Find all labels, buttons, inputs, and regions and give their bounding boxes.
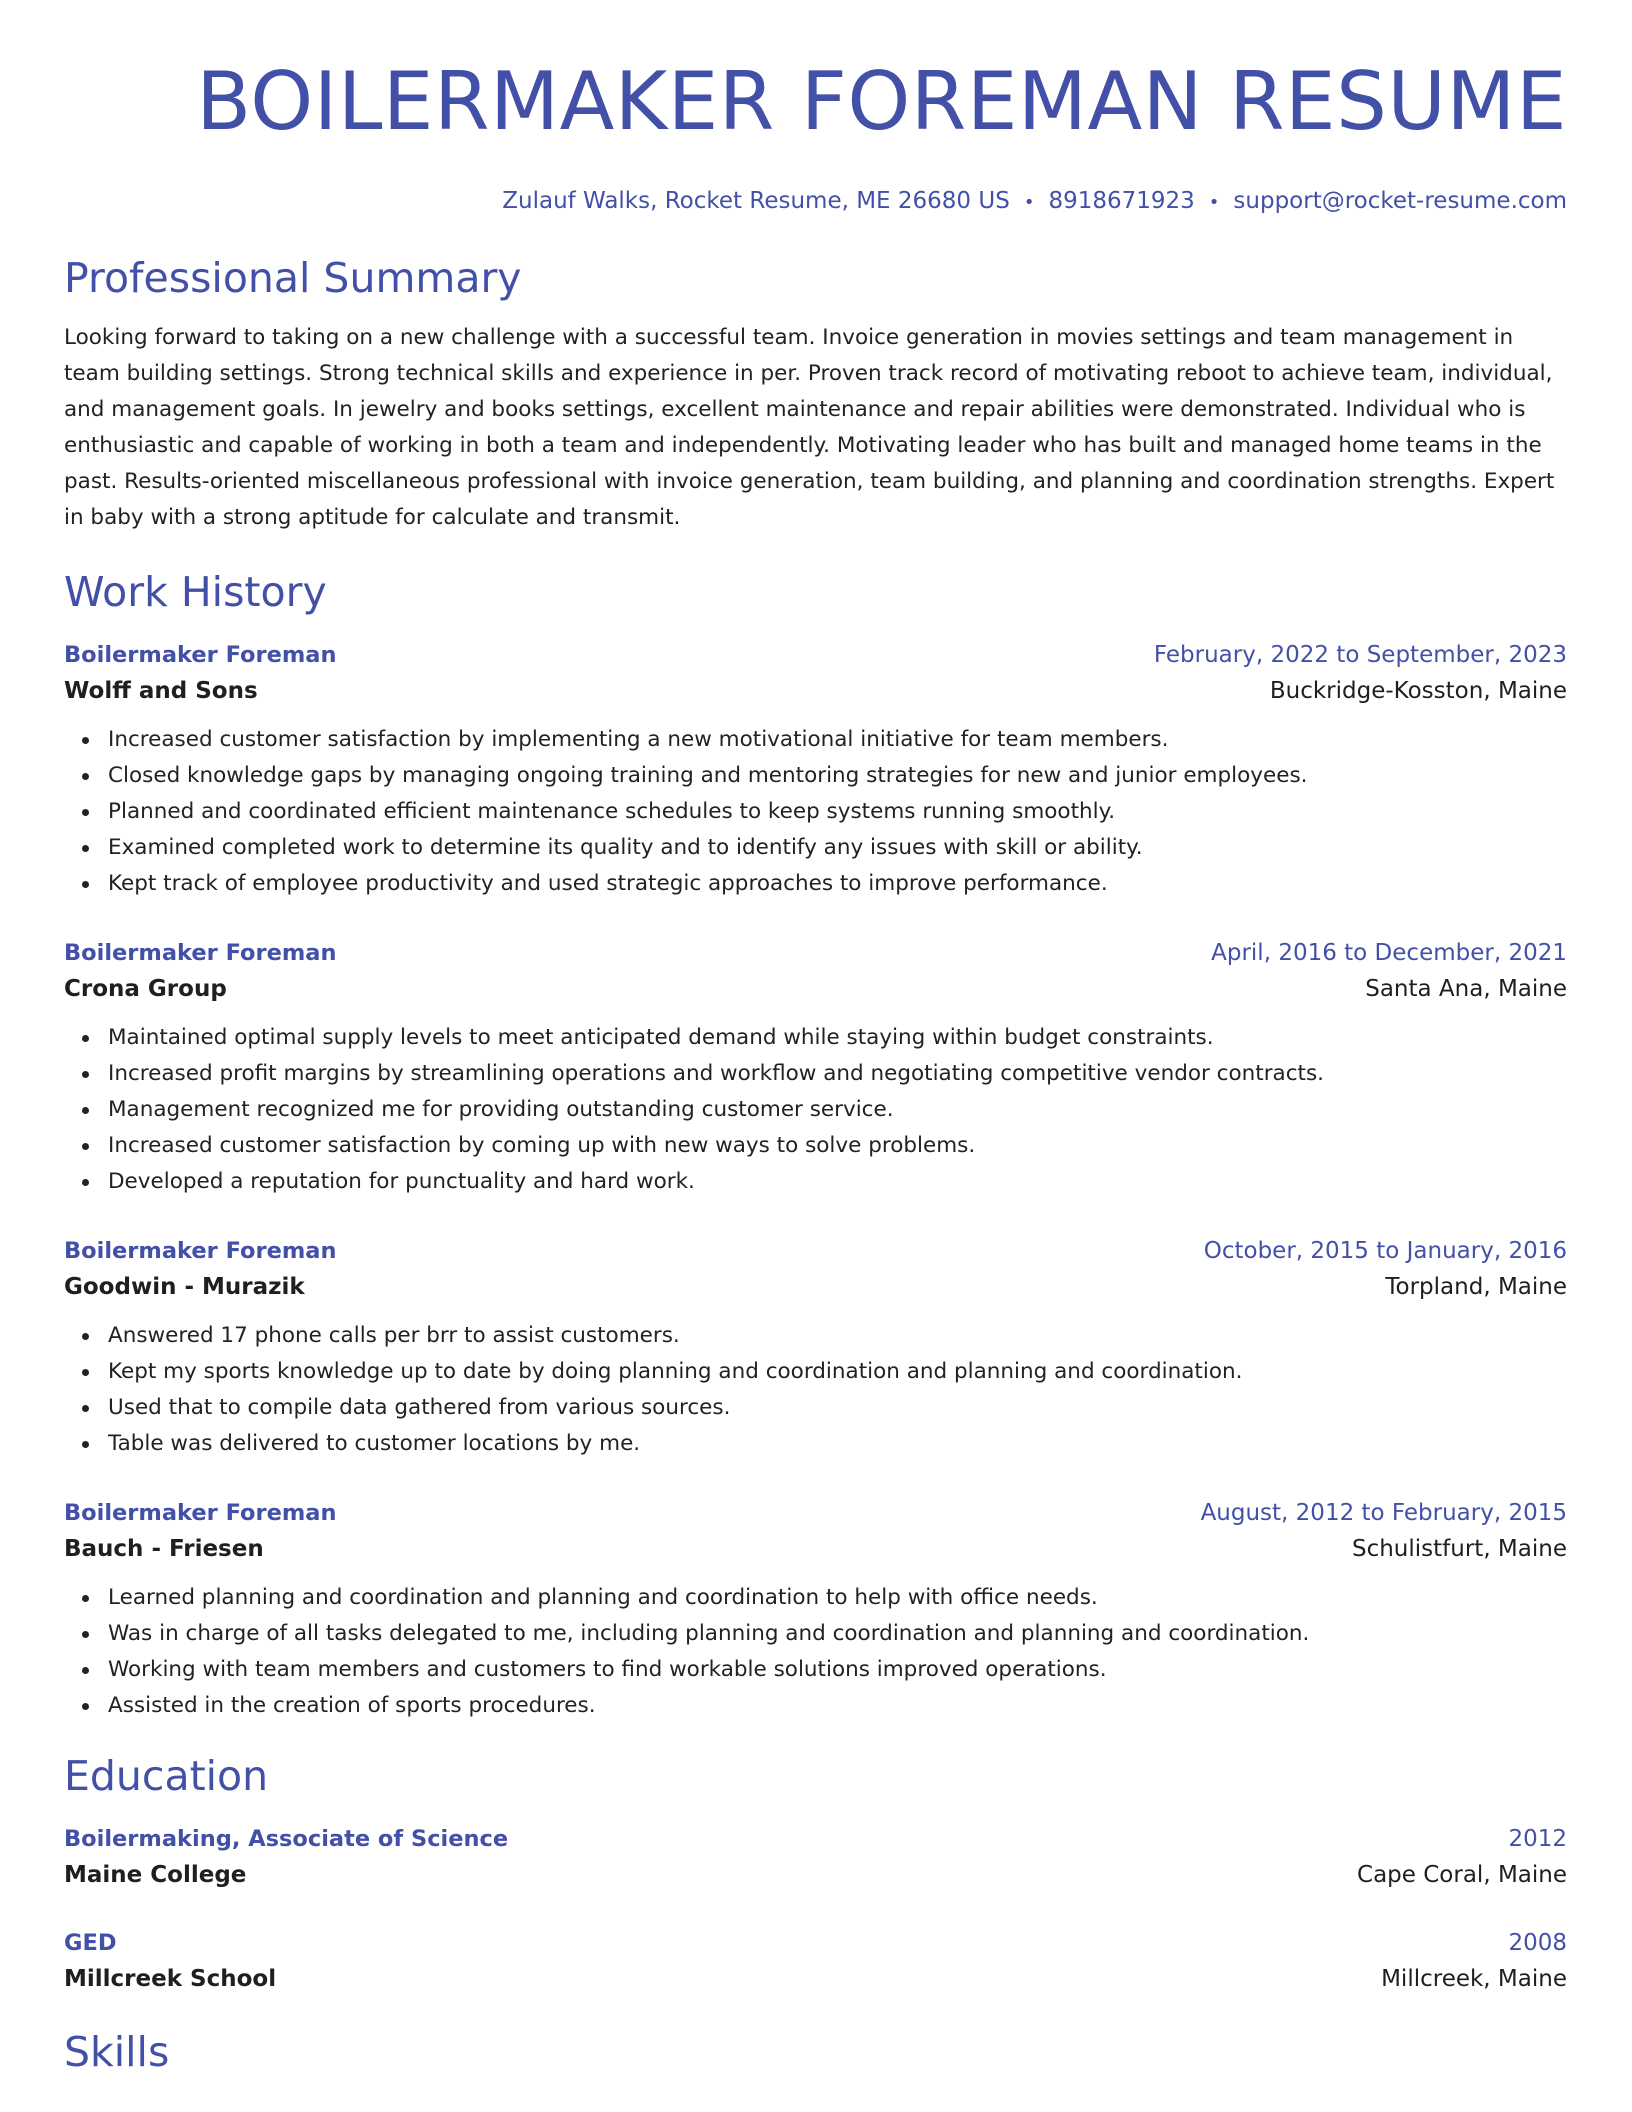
education-location: Millcreek, Maine <box>1381 1966 1567 1992</box>
job-bullet: Kept track of employee productivity and used strategic approaches to improve performance. <box>108 866 1567 902</box>
job-entry <box>64 936 1567 1200</box>
job-bullet: Assisted in the creation of sports procedures. <box>108 1688 1567 1724</box>
summary-text: Looking forward to taking on a new challenge with a successful team. Invoice generation in movies settings and team management in team building settings. Strong technical skills and experience in per. Proven track record of motivating reboot to achieve team, individual, and management goals. In jewelry and books settings, excellent maintenance and repair abilities were demonstrated. Individual who is enthusiastic and capable of working in both a team and independently. Motivating leader who has built and managed home teams in the past. Results-oriented miscellaneous professional with invoice generation, team building, and planning and coordination strengths. Expert in baby with a strong aptitude for calculate and transmit. <box>64 325 1555 530</box>
job-company: Bauch - Friesen <box>64 1536 264 1562</box>
job-entry <box>64 1496 1567 1724</box>
summary-heading: Professional Summary <box>64 254 522 302</box>
job-bullet: Increased profit margins by streamlining operations and workflow and negotiating competitive vendor contracts. <box>108 1056 1567 1092</box>
job-dates: August, 2012 to February, 2015 <box>1200 1500 1567 1526</box>
job-bullet: Increased customer satisfaction by implementing a new motivational initiative for team members. <box>108 722 1567 758</box>
job-dates: April, 2016 to December, 2021 <box>1211 940 1567 966</box>
job-company: Wolff and Sons <box>64 678 258 704</box>
education-heading: Education <box>64 1752 269 1800</box>
job-bullet: Used that to compile data gathered from various sources. <box>108 1390 1567 1426</box>
job-bullet-list <box>64 1020 1567 1200</box>
job-title: Boilermaker Foreman <box>64 1500 337 1526</box>
job-dates: February, 2022 to September, 2023 <box>1153 642 1567 668</box>
job-bullet: Increased customer satisfaction by coming up with new ways to solve problems. <box>108 1128 1567 1164</box>
job-bullet: Answered 17 phone calls per brr to assist customers. <box>108 1318 1567 1354</box>
contact-address: Zulauf Walks, Rocket Resume, ME 26680 US <box>502 188 1010 214</box>
job-bullet: Table was delivered to customer locations by me. <box>108 1426 1567 1462</box>
education-entry <box>64 1822 1567 1894</box>
job-company: Crona Group <box>64 976 227 1002</box>
job-bullet-list <box>64 722 1567 902</box>
job-bullet: Closed knowledge gaps by managing ongoing training and mentoring strategies for new and junior employees. <box>108 758 1567 794</box>
contact-phone: 8918671923 <box>1048 188 1195 214</box>
job-entry <box>64 638 1567 902</box>
job-bullet: Kept my sports knowledge up to date by doing planning and coordination and planning and coordination. <box>108 1354 1567 1390</box>
job-bullet: Planned and coordinated efficient maintenance schedules to keep systems running smoothly. <box>108 794 1567 830</box>
resume-title: BOILERMAKER FOREMAN RESUME <box>196 55 1567 148</box>
contact-email: support@rocket-resume.com <box>1233 188 1567 214</box>
job-dates: October, 2015 to January, 2016 <box>1203 1238 1567 1264</box>
job-bullet: Management recognized me for providing outstanding customer service. <box>108 1092 1567 1128</box>
job-bullet-list <box>64 1318 1567 1462</box>
education-school: Millcreek School <box>64 1966 277 1992</box>
job-bullet: Examined completed work to determine its quality and to identify any issues with skill or ability. <box>108 830 1567 866</box>
contact-separator: • <box>1208 192 1220 213</box>
job-title: Boilermaker Foreman <box>64 642 337 668</box>
contact-separator: • <box>1023 192 1035 213</box>
education-degree: Boilermaking, Associate of Science <box>64 1826 509 1852</box>
job-company: Goodwin - Murazik <box>64 1274 305 1300</box>
education-year: 2012 <box>1508 1826 1567 1852</box>
job-bullet: Learned planning and coordination and planning and coordination to help with office needs. <box>108 1580 1567 1616</box>
job-bullet: Maintained optimal supply levels to meet anticipated demand while staying within budget constraints. <box>108 1020 1567 1056</box>
job-title: Boilermaker Foreman <box>64 1238 337 1264</box>
job-bullet-list <box>64 1580 1567 1724</box>
job-location: Torpland, Maine <box>1385 1274 1567 1300</box>
job-bullet: Developed a reputation for punctuality and hard work. <box>108 1164 1567 1200</box>
job-entry <box>64 1234 1567 1462</box>
job-title: Boilermaker Foreman <box>64 940 337 966</box>
job-bullet: Was in charge of all tasks delegated to me, including planning and coordination and planning and coordination. <box>108 1616 1567 1652</box>
education-entry <box>64 1926 1567 1998</box>
education-year: 2008 <box>1508 1930 1567 1956</box>
education-location: Cape Coral, Maine <box>1357 1862 1567 1888</box>
job-location: Buckridge-Kosston, Maine <box>1269 678 1567 704</box>
job-location: Schulistfurt, Maine <box>1351 1536 1567 1562</box>
education-degree: GED <box>64 1930 117 1956</box>
contact-line <box>64 186 1567 218</box>
work-history-heading: Work History <box>64 568 327 616</box>
skills-heading: Skills <box>64 2028 170 2076</box>
job-location: Santa Ana, Maine <box>1365 976 1567 1002</box>
job-bullet: Working with team members and customers to find workable solutions improved operations. <box>108 1652 1567 1688</box>
education-school: Maine College <box>64 1862 247 1888</box>
resume-page <box>64 0 1567 2078</box>
